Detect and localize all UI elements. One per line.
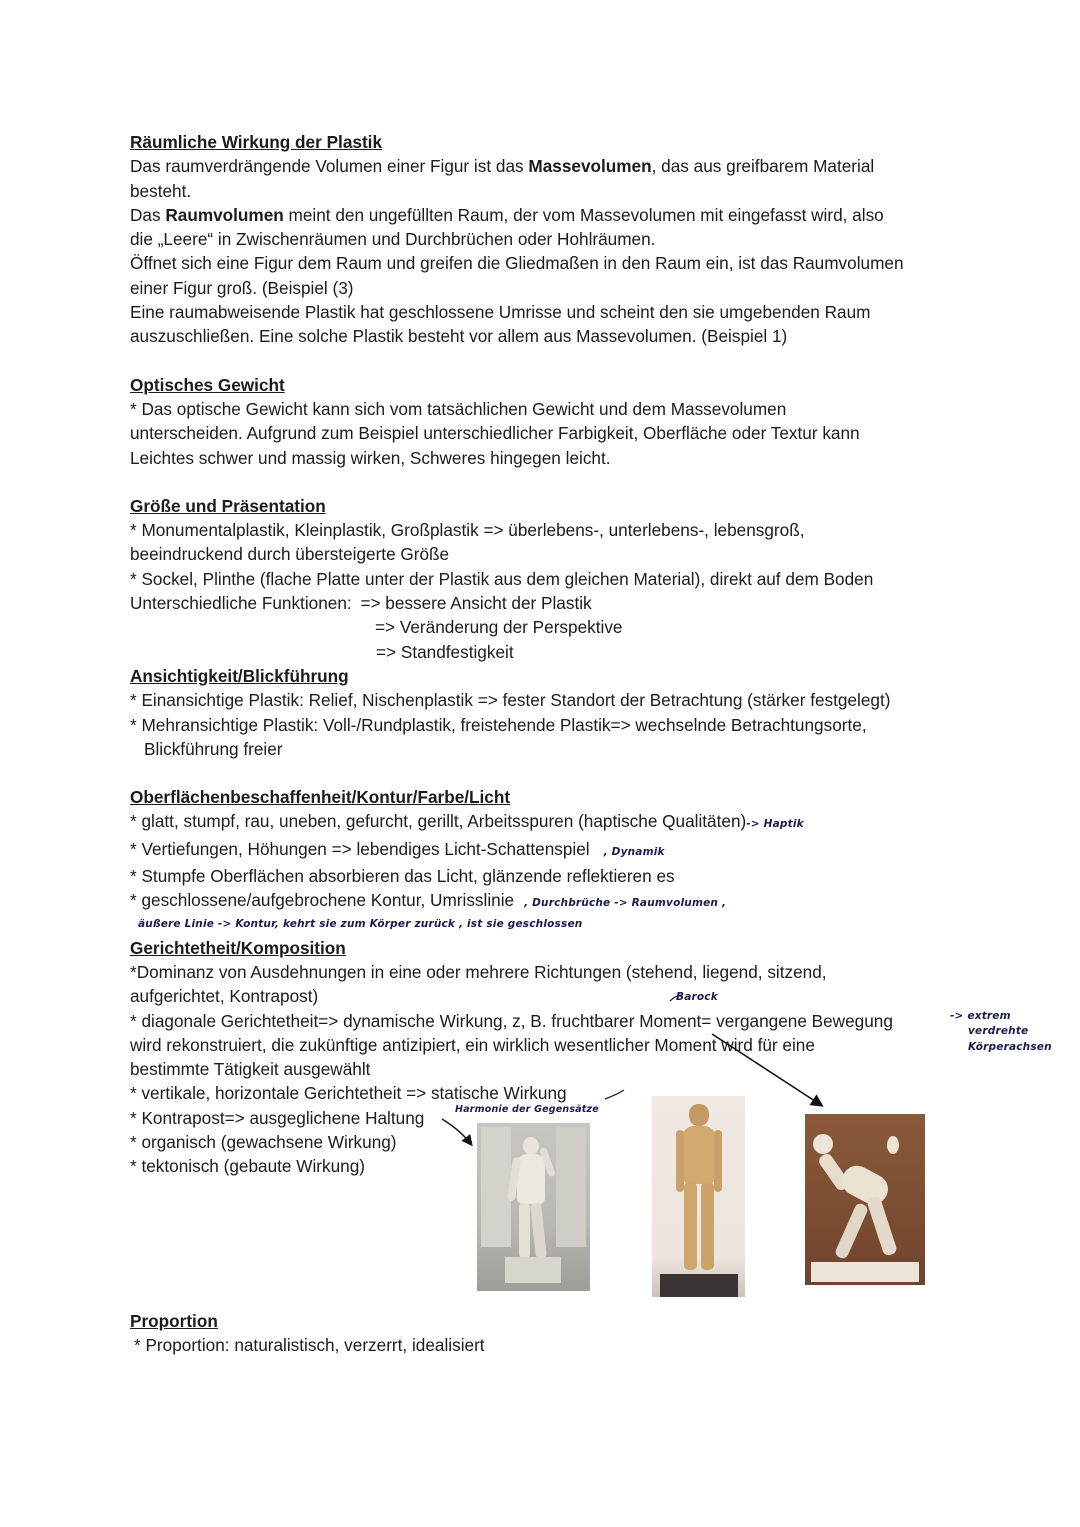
s1-line: auszuschließen. Eine solche Plastik besteht vor allem aus Massevolumen. (Beispiel 1) [130,326,788,347]
s1-line: einer Figur groß. (Beispiel (3) [130,277,354,298]
s4-line: * Einansichtige Plastik: Relief, Nischenplastik => fester Standort der Betrachtung (stärker festgelegt) [130,690,891,711]
arrow-to-diskobol [712,1034,821,1105]
s6-line: * vertikale, horizontale Gerichtetheit => statische Wirkung [130,1083,567,1104]
arrow-to-kouros [605,1090,624,1099]
heading-gerichtetheit: Gerichtetheit/Komposition [130,937,346,958]
s1-line: Öffnet sich eine Figur dem Raum und greifen die Gliedmaßen in den Raum ein, ist das Raumvolumen [130,253,904,274]
heading-groesse-praesentation: Größe und Präsentation [130,495,326,516]
note-kontur: äußere Linie -> Kontur, kehrt sie zum Körper zurück , ist sie geschlossen [138,917,583,930]
arrow-to-david [442,1119,471,1144]
heading-proportion: Proportion [130,1311,218,1331]
heading-optisches-gewicht: Optisches Gewicht [130,374,285,395]
s6-line: *Dominanz von Ausdehnungen in eine oder mehrere Richtungen (stehend, liegend, sitzend, [130,961,827,982]
note-barock: Barock [676,991,718,1003]
s2-line: * Das optische Gewicht kann sich vom tatsächlichen Gewicht und dem Massevolumen [130,398,787,419]
note-haptik: -> Haptik [746,818,804,831]
note-harmonie: Harmonie der Gegensätze [455,1104,599,1115]
s1-line: Eine raumabweisende Plastik hat geschlossene Umrisse und scheint den sie umgebenden Raum [130,302,871,323]
s6-line: * organisch (gewachsene Wirkung) [130,1131,397,1152]
s6-line: aufgerichtet, Kontrapost) [130,986,319,1007]
barock-hook [670,995,681,1001]
s2-line: unterscheiden. Aufgrund zum Beispiel unterschiedlicher Farbigkeit, Oberfläche oder Textur kann [130,423,860,444]
s6-line: bestimmte Tätigkeit ausgewählt [130,1059,371,1080]
note-durchbrueche: , Durchbrüche -> Raumvolumen , [524,897,727,910]
note-extrem-3: Körperachsen [968,1041,1052,1053]
s3-line: => Standfestigkeit [376,641,514,662]
s4-line: * Mehransichtige Plastik: Voll-/Rundplastik, freistehende Plastik=> wechselnde Betrachtungsorte, [130,714,867,735]
term-raumvolumen: Raumvolumen [165,204,284,225]
s5-line: * Stumpfe Oberflächen absorbieren das Licht, glänzende reflektieren es [130,866,675,887]
s1-line: Das Raumvolumen meint den ungefüllten Raum, der vom Massevolumen mit eingefasst wird, also [130,204,884,225]
s6-line: * Kontrapost=> ausgeglichene Haltung [130,1107,425,1128]
heading-ansichtigkeit: Ansichtigkeit/Blickführung [130,665,349,686]
s1-line: besteht. [130,180,192,201]
heading-raeumliche-wirkung: Räumliche Wirkung der Plastik [130,132,382,152]
s3-line: beeindruckend durch übersteigerte Größe [130,544,450,565]
s5-line: * glatt, stumpf, rau, uneben, gefurcht, gerillt, Arbeitsspuren (haptische Qualitäten)-> Haptik [130,811,804,832]
photo-kouros [652,1096,745,1297]
photo-david [477,1123,590,1291]
s3-line: * Monumentalplastik, Kleinplastik, Großplastik => überlebens-, unterlebens-, lebensgroß, [130,520,805,541]
note-extrem-2: verdrehte [968,1025,1029,1037]
s1-line: Das raumverdrängende Volumen einer Figur ist das Massevolumen, das aus greifbarem Material [130,156,875,177]
note-dynamik: , Dynamik [603,845,665,858]
s6-line: wird rekonstruiert, die zukünftige antizipiert, ein wirklich wesentlicher Moment wird für eine [130,1034,815,1055]
note-extrem-1: -> extrem [950,1010,1011,1022]
photo-diskobol [805,1114,925,1285]
s5-line: * geschlossene/aufgebrochene Kontur, Umrisslinie , Durchbrüche -> Raumvolumen , [130,890,727,911]
s3-line: => Veränderung der Perspektive [375,617,623,638]
s4-line: Blickführung freier [144,738,283,759]
s6-line: * diagonale Gerichtetheit=> dynamische Wirkung, z, B. fruchtbarer Moment= vergangene Bewegung [130,1010,893,1031]
term-massevolumen: Massevolumen [528,156,652,177]
s5-line: * Vertiefungen, Höhungen => lebendiges Licht-Schattenspiel , Dynamik [130,838,665,859]
s3-line: Unterschiedliche Funktionen: => bessere Ansicht der Plastik [130,593,592,614]
heading-oberflaeche: Oberflächenbeschaffenheit/Kontur/Farbe/Licht [130,787,511,808]
s6-line: * tektonisch (gebaute Wirkung) [130,1156,366,1177]
s1-line: die „Leere“ in Zwischenräumen und Durchbrüchen oder Hohlräumen. [130,229,656,250]
s7-line: * Proportion: naturalistisch, verzerrt, idealisiert [134,1335,485,1356]
s3-line: * Sockel, Plinthe (flache Platte unter der Plastik aus dem gleichen Material), direkt auf dem Boden [130,568,874,589]
s2-line: Leichtes schwer und massig wirken, Schweres hingegen leicht. [130,447,611,468]
